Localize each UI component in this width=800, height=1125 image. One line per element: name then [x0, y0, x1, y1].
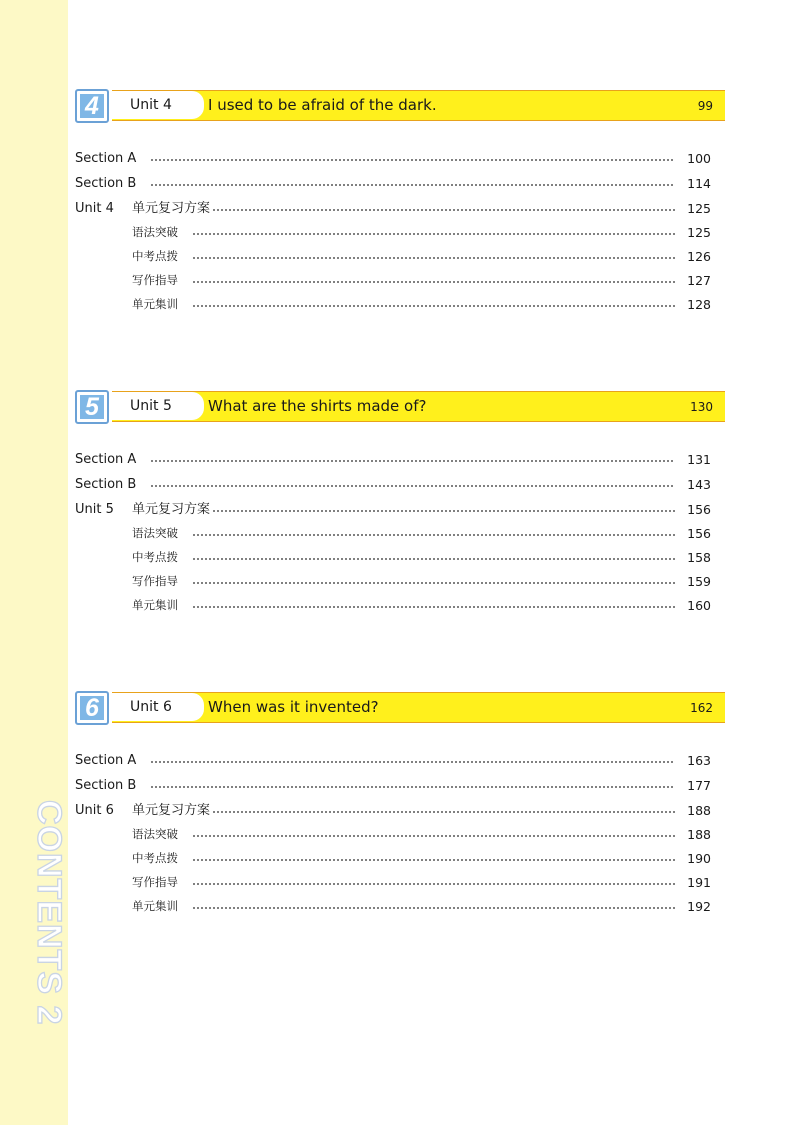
toc-entry-section-a[interactable]	[75, 442, 711, 467]
unit-title: When was it invented?	[208, 698, 379, 716]
dot-leader	[150, 761, 675, 763]
dot-leader	[150, 159, 675, 161]
unit-title-bar	[112, 90, 725, 121]
subentry-page-number: 159	[687, 574, 711, 589]
unit-page-number: 162	[690, 701, 713, 715]
entry-label: 单元复习方案	[132, 803, 211, 818]
subentry-label: 语法突破	[132, 526, 178, 540]
entry-page-number: 100	[687, 151, 711, 166]
toc-entries	[75, 141, 711, 312]
toc-subentry-practice[interactable]	[75, 288, 711, 312]
subentry-label: 语法突破	[132, 827, 178, 841]
dot-leader	[212, 209, 675, 211]
dot-leader	[192, 281, 675, 283]
subentry-page-number: 125	[687, 225, 711, 240]
toc-entry-review[interactable]	[75, 191, 711, 216]
unit-header[interactable]	[75, 390, 725, 424]
unit-page-number: 130	[690, 400, 713, 414]
subentry-label: 中考点拨	[132, 550, 178, 564]
unit-label: Unit 4	[112, 91, 204, 119]
entry-label: Section B	[75, 477, 137, 492]
entry-page-number: 188	[687, 803, 711, 818]
dot-leader	[150, 786, 675, 788]
dot-leader	[192, 233, 675, 235]
unit-section-4	[75, 89, 725, 312]
unit-section-6	[75, 691, 725, 914]
subentry-page-number: 156	[687, 526, 711, 541]
unit-number: 6	[80, 696, 104, 720]
subentry-page-number: 192	[687, 899, 711, 914]
toc-entries	[75, 743, 711, 914]
contents-label: CONTENTS 2	[30, 800, 68, 1026]
entry-page-number: 177	[687, 778, 711, 793]
unit-title-bar	[112, 692, 725, 723]
unit-header[interactable]	[75, 89, 725, 123]
toc-entry-section-b[interactable]	[75, 768, 711, 793]
subentry-label: 写作指导	[132, 273, 178, 287]
entry-label: 单元复习方案	[132, 502, 211, 517]
subentry-page-number: 127	[687, 273, 711, 288]
unit-page-number: 99	[697, 99, 713, 113]
dot-leader	[150, 485, 675, 487]
dot-leader	[192, 257, 675, 259]
toc-subentry-grammar[interactable]	[75, 216, 711, 240]
subentry-label: 中考点拨	[132, 249, 178, 263]
unit-label: Unit 6	[112, 693, 204, 721]
entry-label: Section A	[75, 151, 137, 166]
subentry-label: 写作指导	[132, 574, 178, 588]
dot-leader	[192, 558, 675, 560]
dot-leader	[192, 305, 675, 307]
entry-page-number: 114	[687, 176, 711, 191]
unit-header[interactable]	[75, 691, 725, 725]
dot-leader	[212, 811, 675, 813]
unit-number: 4	[80, 94, 104, 118]
entry-label: Section A	[75, 452, 137, 467]
toc-entry-review[interactable]	[75, 492, 711, 517]
dot-leader	[192, 835, 675, 837]
unit-number-badge	[75, 691, 109, 725]
subentry-page-number: 128	[687, 297, 711, 312]
toc-subentry-writing[interactable]	[75, 264, 711, 288]
entry-page-number: 163	[687, 753, 711, 768]
entry-label: Section B	[75, 778, 137, 793]
unit-section-5	[75, 390, 725, 613]
toc-entry-section-b[interactable]	[75, 166, 711, 191]
entry-unit-prefix: Unit 4	[75, 201, 114, 216]
dot-leader	[192, 582, 675, 584]
entry-label: Section B	[75, 176, 137, 191]
toc-subentry-practice[interactable]	[75, 890, 711, 914]
subentry-label: 中考点拨	[132, 851, 178, 865]
toc-entries	[75, 442, 711, 613]
unit-number: 5	[80, 395, 104, 419]
entry-page-number: 131	[687, 452, 711, 467]
dot-leader	[212, 510, 675, 512]
subentry-page-number: 160	[687, 598, 711, 613]
subentry-page-number: 191	[687, 875, 711, 890]
dot-leader	[192, 907, 675, 909]
unit-number-badge	[75, 89, 109, 123]
dot-leader	[192, 883, 675, 885]
toc-subentry-exam-tips[interactable]	[75, 842, 711, 866]
toc-subentry-exam-tips[interactable]	[75, 541, 711, 565]
dot-leader	[150, 460, 675, 462]
toc-entry-section-a[interactable]	[75, 743, 711, 768]
dot-leader	[192, 606, 675, 608]
toc-entry-section-a[interactable]	[75, 141, 711, 166]
toc-subentry-writing[interactable]	[75, 565, 711, 589]
entry-unit-prefix: Unit 6	[75, 803, 114, 818]
unit-label: Unit 5	[112, 392, 204, 420]
subentry-page-number: 126	[687, 249, 711, 264]
toc-subentry-writing[interactable]	[75, 866, 711, 890]
entry-label: Section A	[75, 753, 137, 768]
entry-unit-prefix: Unit 5	[75, 502, 114, 517]
subentry-page-number: 158	[687, 550, 711, 565]
dot-leader	[192, 534, 675, 536]
subentry-label: 语法突破	[132, 225, 178, 239]
toc-subentry-grammar[interactable]	[75, 818, 711, 842]
subentry-label: 单元集训	[132, 598, 178, 612]
subentry-page-number: 188	[687, 827, 711, 842]
dot-leader	[192, 859, 675, 861]
toc-entry-review[interactable]	[75, 793, 711, 818]
unit-title: I used to be afraid of the dark.	[208, 96, 437, 114]
toc-subentry-practice[interactable]	[75, 589, 711, 613]
subentry-label: 写作指导	[132, 875, 178, 889]
dot-leader	[150, 184, 675, 186]
toc-subentry-exam-tips[interactable]	[75, 240, 711, 264]
subentry-label: 单元集训	[132, 899, 178, 913]
entry-page-number: 143	[687, 477, 711, 492]
entry-page-number: 156	[687, 502, 711, 517]
toc-subentry-grammar[interactable]	[75, 517, 711, 541]
entry-label: 单元复习方案	[132, 201, 211, 216]
entry-page-number: 125	[687, 201, 711, 216]
subentry-label: 单元集训	[132, 297, 178, 311]
unit-number-badge	[75, 390, 109, 424]
unit-title: What are the shirts made of?	[208, 397, 427, 415]
subentry-page-number: 190	[687, 851, 711, 866]
unit-title-bar	[112, 391, 725, 422]
toc-entry-section-b[interactable]	[75, 467, 711, 492]
